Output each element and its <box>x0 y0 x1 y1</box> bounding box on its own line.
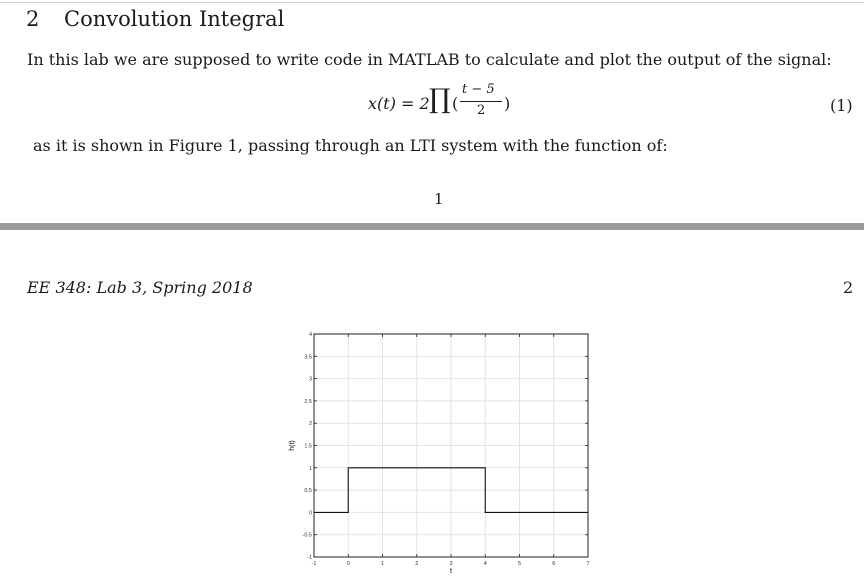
x-tick-label: -1 <box>311 561 317 567</box>
y-tick-labels <box>303 332 312 561</box>
chart-grid <box>314 334 588 557</box>
x-tick-label: 4 <box>483 561 487 567</box>
lti-paragraph: as it is shown in Figure 1, passing through an LTI system with the function of: <box>33 136 668 155</box>
y-tick-label: 0.5 <box>304 488 312 495</box>
step-response-chart <box>280 325 600 575</box>
running-header: EE 348: Lab 3, Spring 2018 <box>27 278 253 297</box>
top-rule <box>0 2 864 3</box>
x-tick-label: 3 <box>449 561 453 567</box>
equation-number: (1) <box>830 96 853 115</box>
y-tick-label: 2 <box>308 421 312 428</box>
page-number: 1 <box>434 190 444 208</box>
intro-paragraph: In this lab we are supposed to write code in MATLAB to calculate and plot the output of the signal: <box>27 50 832 69</box>
y-tick-label: 3.5 <box>304 354 312 361</box>
x-tick-label: 1 <box>380 561 385 567</box>
y-axis-label: h(t) <box>289 440 296 451</box>
header-page-number: 2 <box>843 278 854 297</box>
y-tick-label: -1 <box>307 555 312 561</box>
x-tick-label: 0 <box>346 561 350 567</box>
fraction-numerator: t − 5 <box>462 82 495 97</box>
equation-open-paren: ( <box>452 94 459 113</box>
equation-lhs: x(t) = 2 <box>368 94 430 113</box>
section-title: Convolution Integral <box>64 7 285 31</box>
section-number: 2 <box>26 7 40 31</box>
page-separator <box>0 223 864 230</box>
equation-close-paren: ) <box>504 94 511 113</box>
y-tick-label: -0.5 <box>302 532 312 539</box>
y-tick-label: 2.5 <box>304 398 312 405</box>
y-tick-label: 3 <box>308 376 312 383</box>
product-symbol: ∏ <box>429 84 451 115</box>
fraction-denominator: 2 <box>477 103 486 118</box>
x-tick-label: 7 <box>586 561 590 567</box>
x-axis-label: t <box>450 568 452 575</box>
y-tick-label: 1.5 <box>304 443 312 450</box>
y-tick-label: 4 <box>308 332 312 338</box>
fraction-bar <box>460 101 502 102</box>
x-tick-label: 2 <box>415 561 419 567</box>
x-tick-labels <box>312 561 590 567</box>
y-tick-label: 0 <box>308 510 312 517</box>
x-tick-label: 6 <box>552 561 556 567</box>
y-tick-label: 1 <box>308 465 312 472</box>
figure-1 <box>280 325 600 574</box>
x-tick-label: 5 <box>517 561 522 567</box>
